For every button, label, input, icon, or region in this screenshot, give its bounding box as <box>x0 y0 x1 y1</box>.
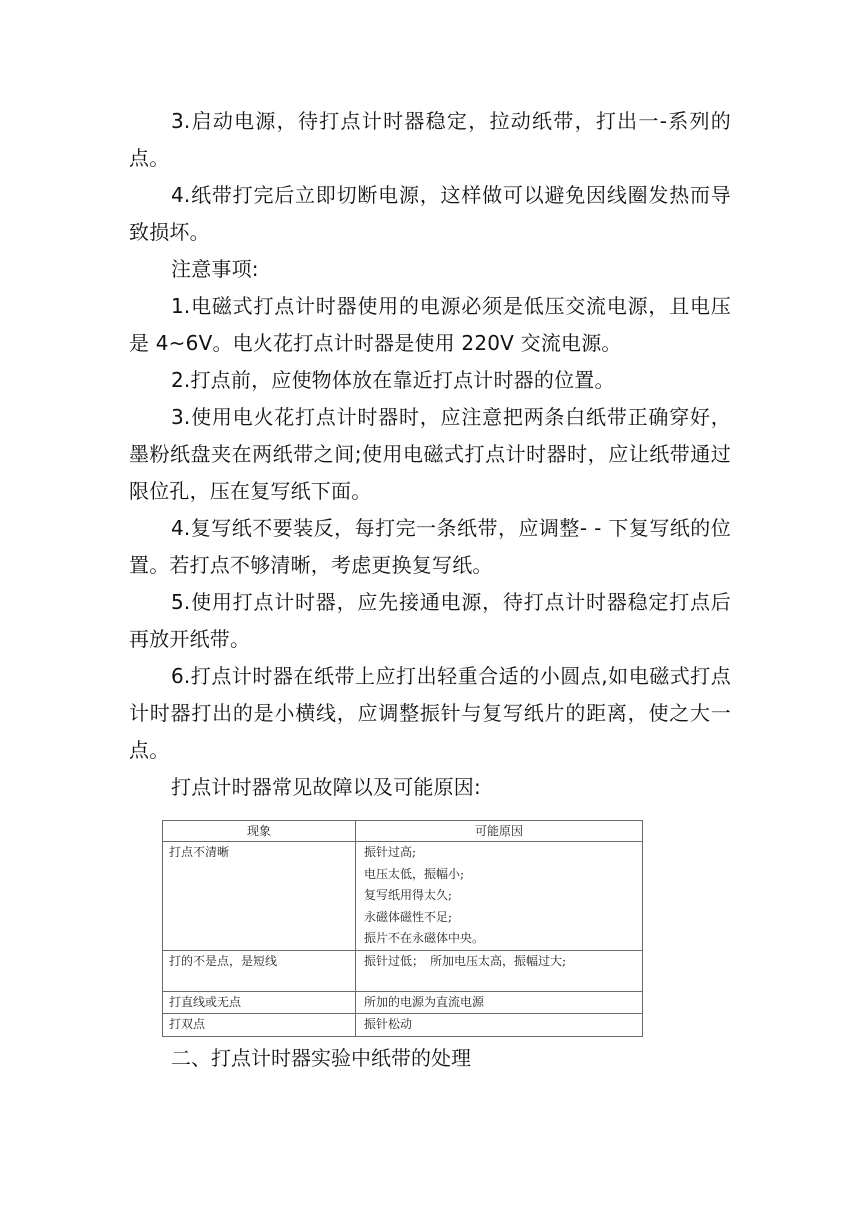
cause-line: 所加的电源为直流电源 <box>364 994 485 1009</box>
table-row <box>163 991 643 1014</box>
phenomenon-text: 打点不清晰 <box>169 845 230 859</box>
note-3-paragraph: 3.使用电火花打点计时器时，应注意把两条白纸带正确穿好，墨粉纸盘夹在两纸带之间;使用电磁式打点计时器时，应让纸带通过限位孔，压在复写纸下面。 <box>129 405 731 503</box>
cause-line: 电压太低，振幅小; <box>364 866 465 881</box>
cause-cell <box>356 950 643 991</box>
table-row <box>163 842 643 951</box>
phenomenon-text: 打双点 <box>169 1017 206 1031</box>
fault-cause-table <box>162 820 643 1037</box>
phenomenon-text: 打直线或无点 <box>169 994 242 1009</box>
document-body <box>129 103 731 806</box>
cause-cell <box>356 842 643 951</box>
cause-line: 振针过高; <box>364 845 417 859</box>
cause-cell <box>356 991 643 1014</box>
note-6-paragraph: 6.打点计时器在纸带上应打出轻重合适的小圆点,如电磁式打点计时器打出的是小横线，应调整振针与复写纸片的距离，使之大一点。 <box>129 664 731 762</box>
table-row <box>163 1014 643 1037</box>
table-header-row <box>163 821 643 842</box>
fault-table-caption: 打点计时器常见故障以及可能原因: <box>171 775 481 799</box>
cause-cell <box>356 1014 643 1037</box>
section-title: 二、打点计时器实验中纸带的处理 <box>171 1046 471 1070</box>
note-1-paragraph: 1.电磁式打点计时器使用的电源必须是低压交流电源，且电压是 4~6V。电火花打点计时器是使用 220V 交流电源。 <box>129 294 731 355</box>
cause-line: 永磁体磁性不足; <box>364 909 453 924</box>
header-possible-cause: 可能原因 <box>356 821 643 842</box>
note-4-paragraph: 4.复写纸不要装反，每打完一条纸带，应调整- - 下复写纸的位置。若打点不够清晰，考虑更换复写纸。 <box>129 516 731 577</box>
phenomenon-text: 打的不是点，是短线 <box>169 953 278 968</box>
step-3-paragraph: 3.启动电源，待打点计时器稳定，拉动纸带，打出一-系列的点。 <box>129 109 731 170</box>
phenomenon-cell <box>163 842 356 951</box>
cause-line: 振针松动 <box>364 1017 413 1031</box>
cause-line: 振片不在永磁体中央。 <box>364 931 485 945</box>
header-phenomenon: 现象 <box>163 821 356 842</box>
note-2-paragraph: 2.打点前，应使物体放在靠近打点计时器的位置。 <box>171 368 615 392</box>
phenomenon-cell <box>163 1014 356 1037</box>
step-4-paragraph: 4.纸带打完后立即切断电源，这样做可以避免因线圈发热而导致损坏。 <box>129 183 731 244</box>
phenomenon-cell <box>163 991 356 1014</box>
cause-line: 振针过低； 所加电压太高，振幅过大; <box>364 953 567 968</box>
phenomenon-cell <box>163 950 356 991</box>
table-row <box>163 950 643 991</box>
notes-heading: 注意事项: <box>171 257 259 281</box>
cause-line: 复写纸用得太久; <box>364 888 453 902</box>
note-5-paragraph: 5.使用打点计时器，应先接通电源，待打点计时器稳定打点后再放开纸带。 <box>129 590 731 651</box>
